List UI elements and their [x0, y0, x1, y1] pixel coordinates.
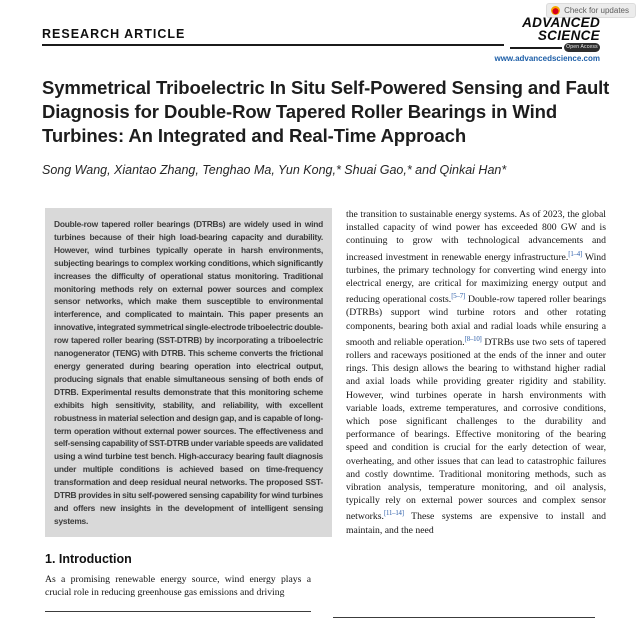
abstract-text: Double-row tapered roller bearings (DTRBs) are widely used in wind turbines because of their high load-bearing capacity and durability. However, wind turbines typically operate in harsh environments, subjecting bearings to complex working conditions, which significantly increases the difficulty of operational status monitoring. Traditional monitoring methods rely on external power sources and complex sensor networks, which make them susceptible to environmental interference, and complicated to maintain. This paper presents an innovative, integrated symmetrical single-electrode triboelectric double-row tapered roller bearing (SST-DTRB) by incorporating a triboelectric nanogenerator (TENG) with DTRB. This scheme converts the frictional energy generated during bearing operation into electrical output, producing signals that enable simultaneous sensing of both ends of DTRB. Experimental results demonstrate that this monitoring scheme exhibits high sensitivity, stability, and reliability, with excellent robustness in material selection and design gap, and is capable of long-term operation without external power sources. The effectiveness and self-sensing capability of SST-DTRB under variable speeds are validated using a wind turbine test bench. High-accuracy bearing fault diagnosis under multiple conditions is achieved based on time-frequency transformation and deep residual neural networks. The proposed SST-DTRB provides in situ self-powered sensing capability for wind turbines and offers new insights in the development of intelligent sensing systems.	[54, 219, 323, 526]
article-type-label: RESEARCH ARTICLE	[42, 27, 186, 41]
open-access-badge: Open Access	[564, 43, 600, 52]
right-column	[330, 208, 606, 542]
left-column	[45, 208, 332, 599]
authors-line: Song Wang, Xiantao Zhang, Tenghao Ma, Yun Kong,* Shuai Gao,* and Qinkai Han*	[42, 163, 507, 177]
header-divider	[42, 44, 504, 46]
journal-logo	[522, 17, 600, 42]
paragraph-text: Double-row tapered roller bearings (DTRBs) support wind turbine rotors and other rotating components, bearing both axial and radial loads while ensuring a smooth and reliable operation.	[346, 294, 606, 348]
paragraph-text: Wind turbines, the primary technology for converting wind energy into electrical energy, are critical for maximizing energy output and reducing operational costs.	[346, 251, 606, 306]
section-heading-introduction: 1. Introduction	[45, 551, 132, 566]
journal-logo-line2: SCIENCE	[537, 27, 600, 43]
citation-ref[interactable]: [11–14]	[383, 510, 404, 518]
citation-ref[interactable]: [5–7]	[451, 293, 465, 301]
footnote-rule-left	[45, 611, 311, 612]
citation-ref[interactable]: [1–4]	[568, 250, 583, 258]
introduction-left-text: As a promising renewable energy source, wind energy plays a crucial role in reducing greenhouse gas emissions and driving	[45, 573, 311, 598]
page-title: Symmetrical Triboelectric In Situ Self-Powered Sensing and Fault Diagnosis for Double-Row Tapered Roller Bearings in Wind Turbines: An Integrated and Real-Time Approach	[42, 77, 610, 146]
paragraph-text: These systems are expensive to install and maintain, and the need	[346, 511, 606, 536]
paragraph-text: the transition to sustainable energy systems. As of 2023, the global installed capacity of wind power has exceeded 800 GW and is continuing to grow with technological advancements and increased investment in renewable energy infrastructure.	[346, 209, 606, 263]
journal-logo-line1: ADVANCED	[522, 15, 600, 30]
citation-ref[interactable]: [8–10]	[464, 335, 482, 343]
footnote-rule-right	[333, 617, 595, 618]
column-wrap-spacer	[330, 208, 346, 542]
paragraph-text: DTRBs use two sets of tapered rollers and raceways positioned at the ends of the inner and outer rings. This design allows the bearing to withstand higher radial and axial loads while providing greater rigidity and stability. However, wind turbines operate in harsh environments with variable loads, extreme temperatures, and corrosive conditions, which pose significant challenges to the durability and performance of bearings. Effective monitoring of the bearing speed and condition is crucial for the early detection of wear, overheating, and other issues that can lead to catastrophic failures and costly downtime. Traditional monitoring methods, such as vibration analysis, temperature monitoring, and oil analysis, typically rely on external power sources and complex sensor networks.	[346, 336, 606, 523]
check-for-updates-label: Check for updates	[564, 6, 629, 15]
journal-website-link[interactable]: www.advancedscience.com	[494, 54, 600, 63]
abstract-box	[45, 208, 332, 537]
introduction-right-text	[346, 209, 606, 536]
logo-divider	[510, 47, 562, 49]
crossmark-icon	[551, 6, 560, 15]
